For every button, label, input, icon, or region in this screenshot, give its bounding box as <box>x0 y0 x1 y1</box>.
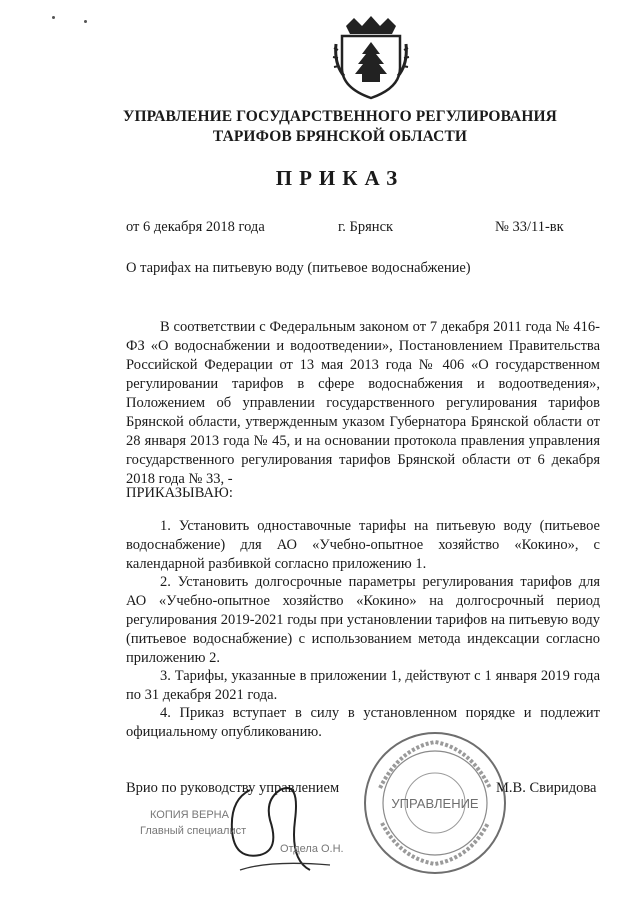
copy-certified-stamp <box>130 800 350 860</box>
document-title: ПРИКАЗ <box>275 166 405 190</box>
signer-name: М.В. Свиридова <box>496 780 597 796</box>
document-city: г. Брянск <box>338 219 394 235</box>
document-number: № 33/11-вк <box>495 219 564 235</box>
order-word: ПРИКАЗЫВАЮ: <box>126 485 233 501</box>
official-round-stamp <box>360 728 510 878</box>
org-name-line1: УПРАВЛЕНИЕ ГОСУДАРСТВЕННОГО РЕГУЛИРОВАНИЯ <box>123 108 557 125</box>
document-date: от 6 декабря 2018 года <box>126 219 265 235</box>
stamp-text: УПРАВЛЕНИЕ <box>391 796 479 811</box>
bryansk-coat-of-arms-icon <box>332 14 410 100</box>
preamble-paragraph: В соответствии с Федеральным законом от 7 декабря 2011 года № 416-ФЗ «О водоснабжении и водоотведении», Постановлением Правительства Российской Федерации от 13 мая 2013 года № 406 «О государственном регулировании тарифов в сфере водоснабжения и водоотведения», Положением об управлении государственного регулирования тарифов Брянской области, утвержденным указом Губернатора Брянской области от 28 января 2013 года № 45, и на основании протокола правления управления государственного регулирования тарифов Брянской области от 6 декабря 2018 года № 33, - <box>126 319 600 487</box>
copy-stamp-line1: КОПИЯ ВЕРНА <box>150 809 229 821</box>
document-subject: О тарифах на питьевую воду (питьевое водоснабжение) <box>126 260 471 276</box>
scan-speck <box>84 20 87 23</box>
org-name-line2: ТАРИФОВ БРЯНСКОЙ ОБЛАСТИ <box>212 128 468 145</box>
signer-position: Врио по руководству управлением <box>126 780 340 796</box>
copy-stamp-line2: Главный специалист <box>140 825 247 837</box>
scan-speck <box>52 16 55 19</box>
order-item-1: 1. Установить одноставочные тарифы на питьевую воду (питьевое водоснабжение) для АО «Учебно-опытное хозяйство «Кокино», с календарной разбивкой согласно приложению 1. <box>126 518 600 572</box>
order-item-3: 3. Тарифы, указанные в приложении 1, действуют с 1 января 2019 года по 31 декабря 2021 года. <box>126 668 600 703</box>
order-item-2: 2. Установить долгосрочные параметры регулирования тарифов для АО «Учебно-опытное хозяйство «Кокино» на долгосрочный период регулирования 2019-2021 годы при установлении тарифов на питьевую воду (питьевое водоснабжение) с использованием метода индексации согласно приложению 2. <box>126 574 600 666</box>
order-item-4: 4. Приказ вступает в силу в установленном порядке и подлежит официальному опубликованию. <box>126 705 600 740</box>
copy-stamp-line3: Отдела О.Н. <box>280 843 344 855</box>
